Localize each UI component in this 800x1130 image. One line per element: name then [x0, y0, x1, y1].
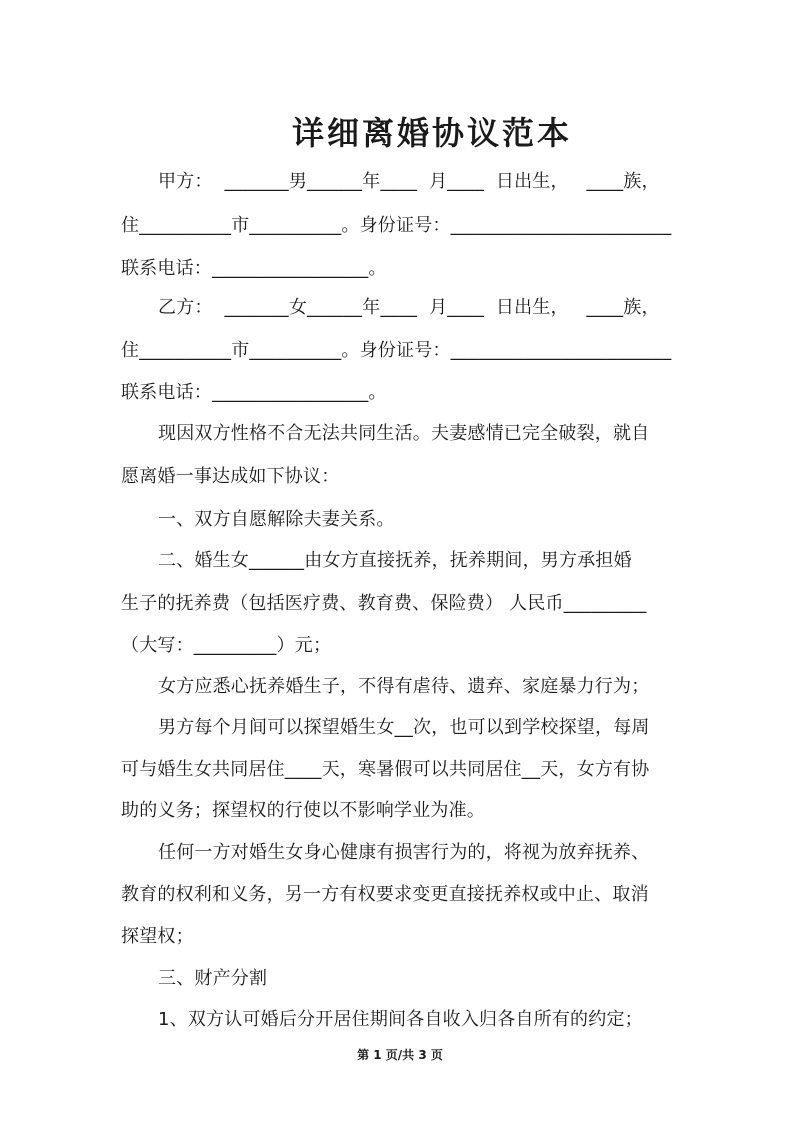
paragraph-line: 探望权；: [121, 926, 194, 947]
clause-two-line: （大写：_________）元；: [121, 635, 332, 656]
party-a-info-line: 甲方： _______男______年____ 月____ 日出生， ____族，: [158, 171, 660, 192]
party-b-address-line: 住__________市__________。身份证号：________________________: [121, 340, 672, 361]
paragraph-line: 女方应悉心抚养婚生子，不得有虐待、遗弃、家庭暴力行为；: [158, 676, 650, 697]
document-title: 详细离婚协议范本: [291, 114, 572, 152]
paragraph-line: 男方每个月间可以探望婚生女__次，也可以到学校探望，每周: [158, 717, 650, 738]
party-a-address-line: 住__________市__________。身份证号：________________________: [121, 215, 672, 236]
paragraph-line: 可与婚生女共同居住____天，寒暑假可以共同居住__天，女方有协: [121, 759, 650, 780]
paragraph-line: 现因双方性格不合无法共同生活。夫妻感情已完全破裂，就自: [158, 423, 650, 444]
party-a-phone-line: 联系电话：_________________。: [121, 258, 387, 279]
party-b-info-line: 乙方： _______女______年____ 月____ 日出生， ____族，: [158, 297, 660, 318]
paragraph-line: 任何一方对婚生女身心健康有损害行为的，将视为放弃抚养、: [158, 842, 650, 863]
party-b-phone-line: 联系电话：_________________。: [121, 382, 387, 403]
paragraph-line: 愿离婚一事达成如下协议：: [121, 466, 340, 487]
page-indicator: 第 1 页/共 3 页: [357, 1048, 443, 1062]
clause-three-heading: 三、财产分割: [158, 968, 268, 989]
clause-two-line: 生子的抚养费（包括医疗费、教育费、保险费） 人民币_________: [121, 593, 647, 614]
clause-two-line: 二、婚生女______由女方直接抚养，抚养期间，男方承担婚: [158, 550, 632, 571]
paragraph-line: 教育的权利和义务，另一方有权要求变更直接抚养权或中止、取消: [121, 884, 649, 905]
clause-one-line: 一、双方自愿解除夫妻关系。: [158, 509, 395, 530]
paragraph-line: 1、双方认可婚后分开居住期间各自收入归各自所有的约定；: [158, 1009, 643, 1030]
paragraph-line: 助的义务；探望权的行使以不影响学业为准。: [121, 800, 485, 821]
